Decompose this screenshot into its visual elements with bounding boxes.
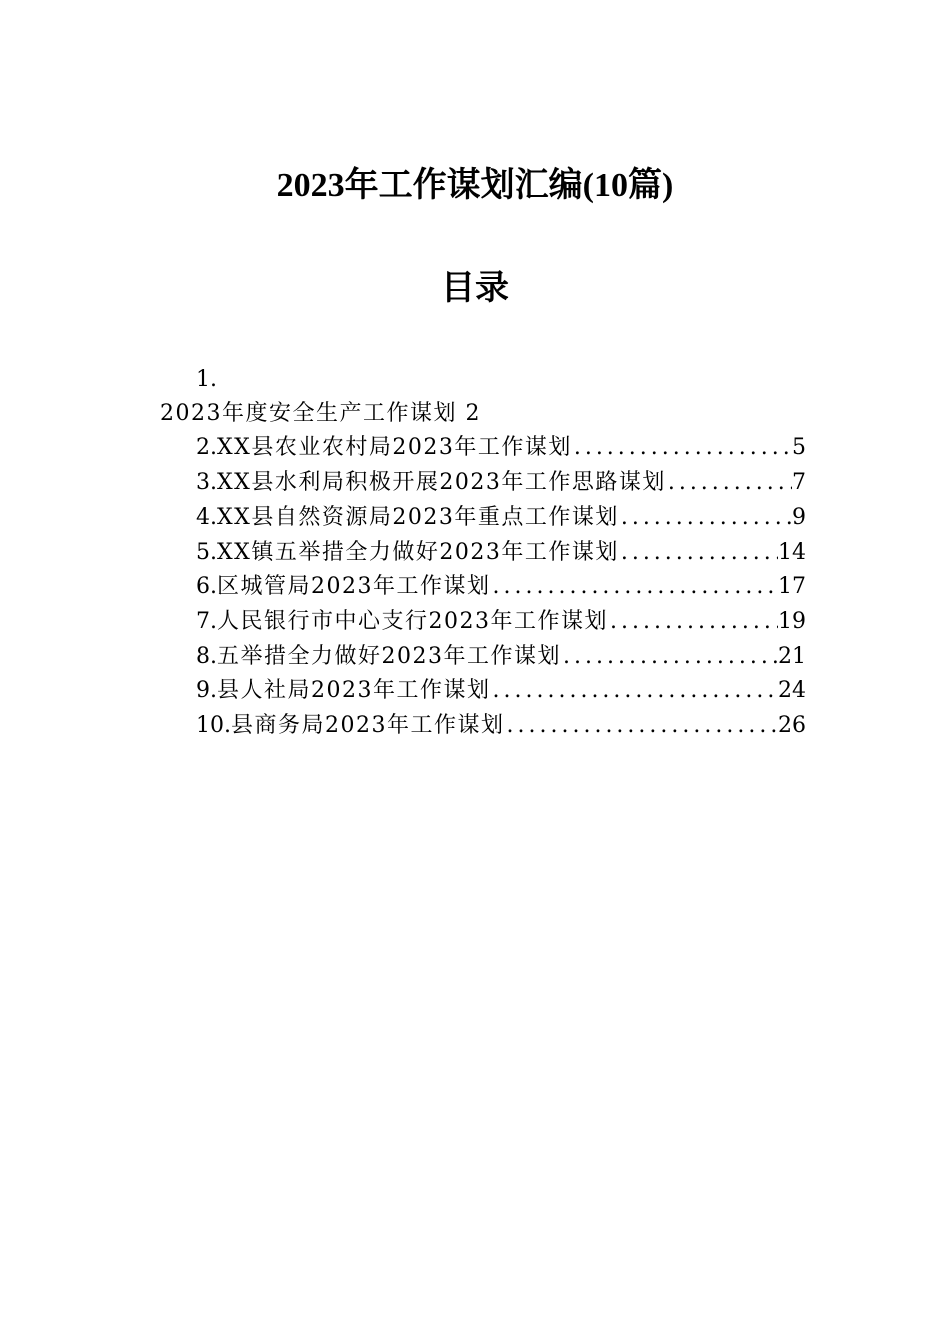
toc-dot-leader bbox=[505, 711, 779, 741]
toc-dot-leader bbox=[666, 468, 792, 498]
toc-dot-leader bbox=[491, 676, 779, 706]
toc-entry-page: 14 bbox=[778, 540, 806, 565]
toc-entry-number: 3. bbox=[196, 470, 217, 495]
toc-entry-number: 10. bbox=[196, 713, 231, 738]
toc-entry-text: 县商务局2023年工作谋划 bbox=[231, 713, 505, 738]
toc-entry-page: 19 bbox=[778, 609, 806, 634]
toc-entry-number: 9. bbox=[196, 678, 217, 703]
toc-dot-leader bbox=[572, 433, 792, 463]
toc-entry-text: 人民银行市中心支行2023年工作谋划 bbox=[217, 609, 608, 634]
toc-dot-leader bbox=[619, 503, 792, 533]
toc-dot-leader bbox=[561, 642, 778, 672]
toc-entry-1[interactable] bbox=[160, 399, 481, 429]
toc-entry-text: 县人社局2023年工作谋划 bbox=[217, 678, 491, 703]
toc-entry-text: XX县农业农村局2023年工作谋划 bbox=[217, 435, 572, 460]
toc-entry-7[interactable] bbox=[196, 607, 806, 637]
toc-entry-page: 26 bbox=[778, 713, 806, 738]
toc-dot-leader bbox=[619, 538, 778, 568]
toc-entry-5[interactable] bbox=[196, 538, 806, 568]
toc-entry-text: XX镇五举措全力做好2023年工作谋划 bbox=[217, 540, 619, 565]
toc-entry-number: 2. bbox=[196, 435, 217, 460]
toc-entry-number: 5. bbox=[196, 540, 217, 565]
toc-entry-2[interactable] bbox=[196, 433, 806, 463]
toc-entry-page: 24 bbox=[778, 678, 806, 703]
toc-entry-text: 五举措全力做好2023年工作谋划 bbox=[217, 644, 561, 669]
toc-entry-number: 8. bbox=[196, 644, 217, 669]
toc-entry-1-number[interactable]: 1. bbox=[196, 367, 217, 392]
toc-entry-number: 4. bbox=[196, 505, 217, 530]
toc-entry-text: XX县自然资源局2023年重点工作谋划 bbox=[217, 505, 619, 530]
toc-entry-text: XX县水利局积极开展2023年工作思路谋划 bbox=[217, 470, 666, 495]
toc-entry-page: 17 bbox=[778, 574, 806, 599]
toc-dot-leader bbox=[491, 572, 779, 602]
toc-entry-4[interactable] bbox=[196, 503, 806, 533]
toc-entry-page: 21 bbox=[778, 644, 806, 669]
toc-entry-text: 区城管局2023年工作谋划 bbox=[217, 574, 491, 599]
toc-entry-1-page: 2 bbox=[465, 401, 481, 426]
toc-entry-8[interactable] bbox=[196, 642, 806, 672]
toc-entry-1-text: 2023年度安全生产工作谋划 bbox=[160, 401, 457, 426]
document-title: 2023年工作谋划汇编(10篇) bbox=[276, 167, 674, 204]
toc-entry-page: 5 bbox=[792, 435, 806, 460]
toc-dot-leader bbox=[608, 607, 778, 637]
toc-entry-page: 9 bbox=[792, 505, 806, 530]
toc-entry-6[interactable] bbox=[196, 572, 806, 602]
toc-entry-3[interactable] bbox=[196, 468, 806, 498]
toc-entry-number: 7. bbox=[196, 609, 217, 634]
toc-entry-9[interactable] bbox=[196, 676, 806, 706]
toc-entry-10[interactable] bbox=[196, 711, 806, 741]
toc-entry-number: 6. bbox=[196, 574, 217, 599]
toc-heading: 目录 bbox=[441, 268, 509, 308]
toc-entry-page: 7 bbox=[792, 470, 806, 495]
